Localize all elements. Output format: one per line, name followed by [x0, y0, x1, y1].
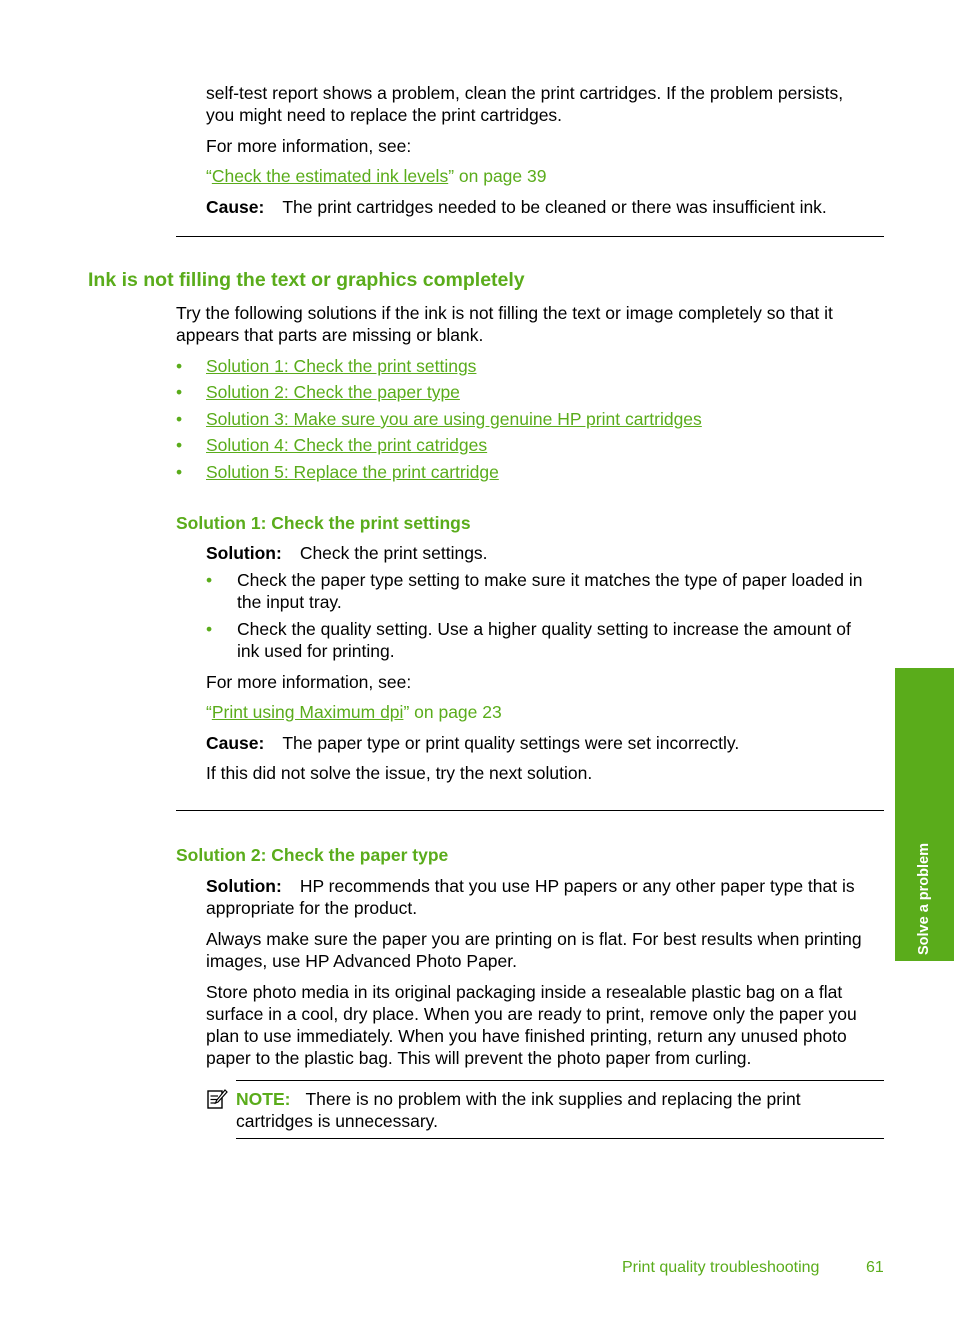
divider [176, 810, 884, 811]
more-info-text: For more information, see: [206, 672, 412, 692]
bullet-icon: • [176, 409, 183, 429]
solution-link-1[interactable]: Solution 1: Check the print settings [206, 356, 477, 376]
cause-line: Cause: The paper type or print quality settings were set incorrectly. [206, 733, 740, 753]
note-bottom-rule [236, 1138, 884, 1139]
footer-section-title: Print quality troubleshooting [622, 1259, 820, 1276]
solution2-paragraph-3: Store photo media in its original packaging inside a resealable plastic bag on a flat surface in a cool, dry place. When you are ready to print, remove only the paper you plan to use immediately. When you have finished printing, return any unused photo paper to the plastic bag. This will prevent the photo paper from curling. [206, 982, 857, 1068]
solution1-heading: Solution 1: Check the print settings [176, 513, 471, 533]
intro-paragraph: self-test report shows a problem, clean the print cartridges. If the problem persists, you might need to replace the print cartridges. [206, 83, 844, 125]
note-top-rule [236, 1080, 884, 1081]
solution2-paragraph-1: Solution: HP recommends that you use HP papers or any other paper type that is appropriate for the product. [206, 876, 855, 918]
solution1-line: Solution: Check the print settings. [206, 543, 488, 563]
next-solution-text: If this did not solve the issue, try the next solution. [206, 763, 593, 783]
cause-label: Cause: [206, 733, 265, 753]
bullet-icon: • [206, 619, 213, 639]
solution2-paragraph-2: Always make sure the paper you are printing on is flat. For best results when printing images, use HP Advanced Photo Paper. [206, 929, 862, 971]
section-heading: Ink is not filling the text or graphics completely [88, 269, 525, 291]
section-intro: Try the following solutions if the ink is not filling the text or image completely so that it appears that parts are missing or blank. [176, 303, 833, 345]
solution-label: Solution: [206, 543, 282, 563]
side-tab [895, 668, 954, 961]
solution-link-2[interactable]: Solution 2: Check the paper type [206, 382, 460, 402]
solution-link-3[interactable]: Solution 3: Make sure you are using genuine HP print cartridges [206, 409, 702, 429]
solution-link-4[interactable]: Solution 4: Check the print catridges [206, 435, 488, 455]
solution-link-5[interactable]: Solution 5: Replace the print cartridge [206, 462, 499, 482]
bullet-icon: • [176, 356, 183, 376]
note-text: NOTE: There is no problem with the ink supplies and replacing the print cartridges is unnecessary. [236, 1089, 801, 1131]
note-label: NOTE: [236, 1089, 291, 1109]
cause-label: Cause: [206, 197, 265, 217]
solution2-heading: Solution 2: Check the paper type [176, 845, 449, 865]
note-icon [206, 1088, 228, 1110]
bullet-icon: • [206, 570, 213, 590]
bullet-icon: • [176, 462, 183, 482]
cause-text: The print cartridges needed to be cleaned or there was insufficient ink. [282, 197, 827, 217]
bullet-icon: • [176, 435, 183, 455]
side-tab-label: Solve a problem [916, 842, 932, 955]
solution1-bullet-2: Check the quality setting. Use a higher quality setting to increase the amount of ink used for printing. [237, 619, 851, 661]
max-dpi-link[interactable]: “Print using Maximum dpi” on page 23 [206, 702, 502, 722]
ink-levels-link[interactable]: “Check the estimated ink levels” on page 39 [206, 166, 547, 186]
more-info-text: For more information, see: [206, 136, 412, 156]
bullet-icon: • [176, 382, 183, 402]
divider [176, 236, 884, 237]
page-number: 61 [866, 1259, 884, 1276]
solution-label: Solution: [206, 876, 282, 896]
cause-line [206, 196, 827, 218]
solution1-bullet-1: Check the paper type setting to make sure it matches the type of paper loaded in the input tray. [237, 570, 863, 612]
